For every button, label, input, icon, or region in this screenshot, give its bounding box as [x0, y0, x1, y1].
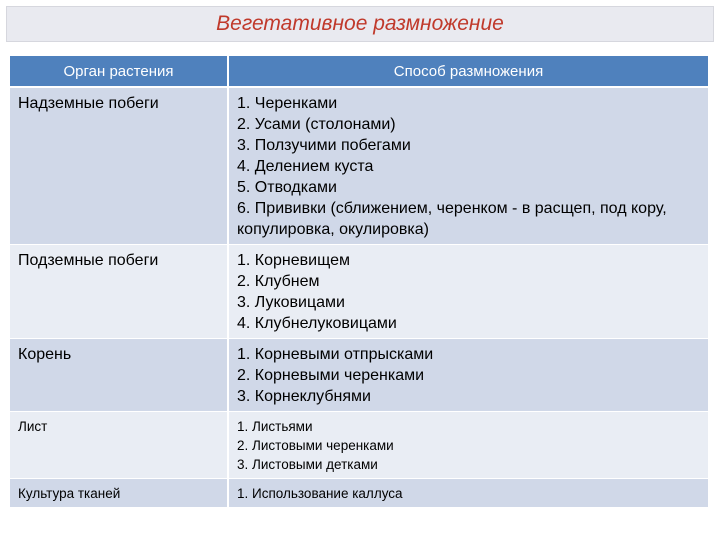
methods-cell: [228, 479, 708, 508]
method-item: 2. Листовыми черенками: [237, 438, 394, 453]
organ-cell: Надземные побеги: [10, 87, 228, 245]
table-row: [10, 412, 708, 479]
method-item: 1. Корневищем: [237, 252, 350, 269]
methods-cell: [228, 339, 708, 412]
method-item: 2. Корневыми черенками: [237, 367, 425, 384]
method-item: 3. Луковицами: [237, 294, 345, 311]
title-bar: [6, 6, 714, 42]
method-item: 2. Усами (столонами): [237, 116, 396, 133]
organ-cell: Лист: [10, 412, 228, 479]
method-item: 6. Прививки (сближением, черенком - в расщеп, под кору, копулировка, окулировка): [237, 200, 667, 238]
table-row: [10, 479, 708, 508]
header-organ: Орган растения: [10, 56, 228, 87]
methods-cell: [228, 412, 708, 479]
method-item: 3. Корнеклубнями: [237, 388, 371, 405]
method-item: 1. Черенками: [237, 95, 338, 112]
organ-cell: Культура тканей: [10, 479, 228, 508]
table-row: [10, 245, 708, 339]
organ-cell: Корень: [10, 339, 228, 412]
method-item: 3. Ползучими побегами: [237, 137, 411, 154]
table-header-row: [10, 56, 708, 87]
method-item: 2. Клубнем: [237, 273, 320, 290]
method-item: 4. Клубнелуковицами: [237, 315, 397, 332]
method-item: 4. Делением куста: [237, 158, 374, 175]
table-row: [10, 339, 708, 412]
method-item: 1. Листьями: [237, 419, 313, 434]
method-item: 5. Отводками: [237, 179, 337, 196]
header-method: Способ размножения: [228, 56, 708, 87]
methods-cell: [228, 245, 708, 339]
method-item: 1. Использование каллуса: [237, 486, 403, 501]
methods-cell: [228, 87, 708, 245]
method-item: 1. Корневыми отпрысками: [237, 346, 434, 363]
method-item: 3. Листовыми детками: [237, 457, 378, 472]
table-row: [10, 87, 708, 245]
page-title: Вегетативное размножение: [216, 12, 504, 35]
organ-cell: Подземные побеги: [10, 245, 228, 339]
propagation-table: [10, 56, 708, 507]
